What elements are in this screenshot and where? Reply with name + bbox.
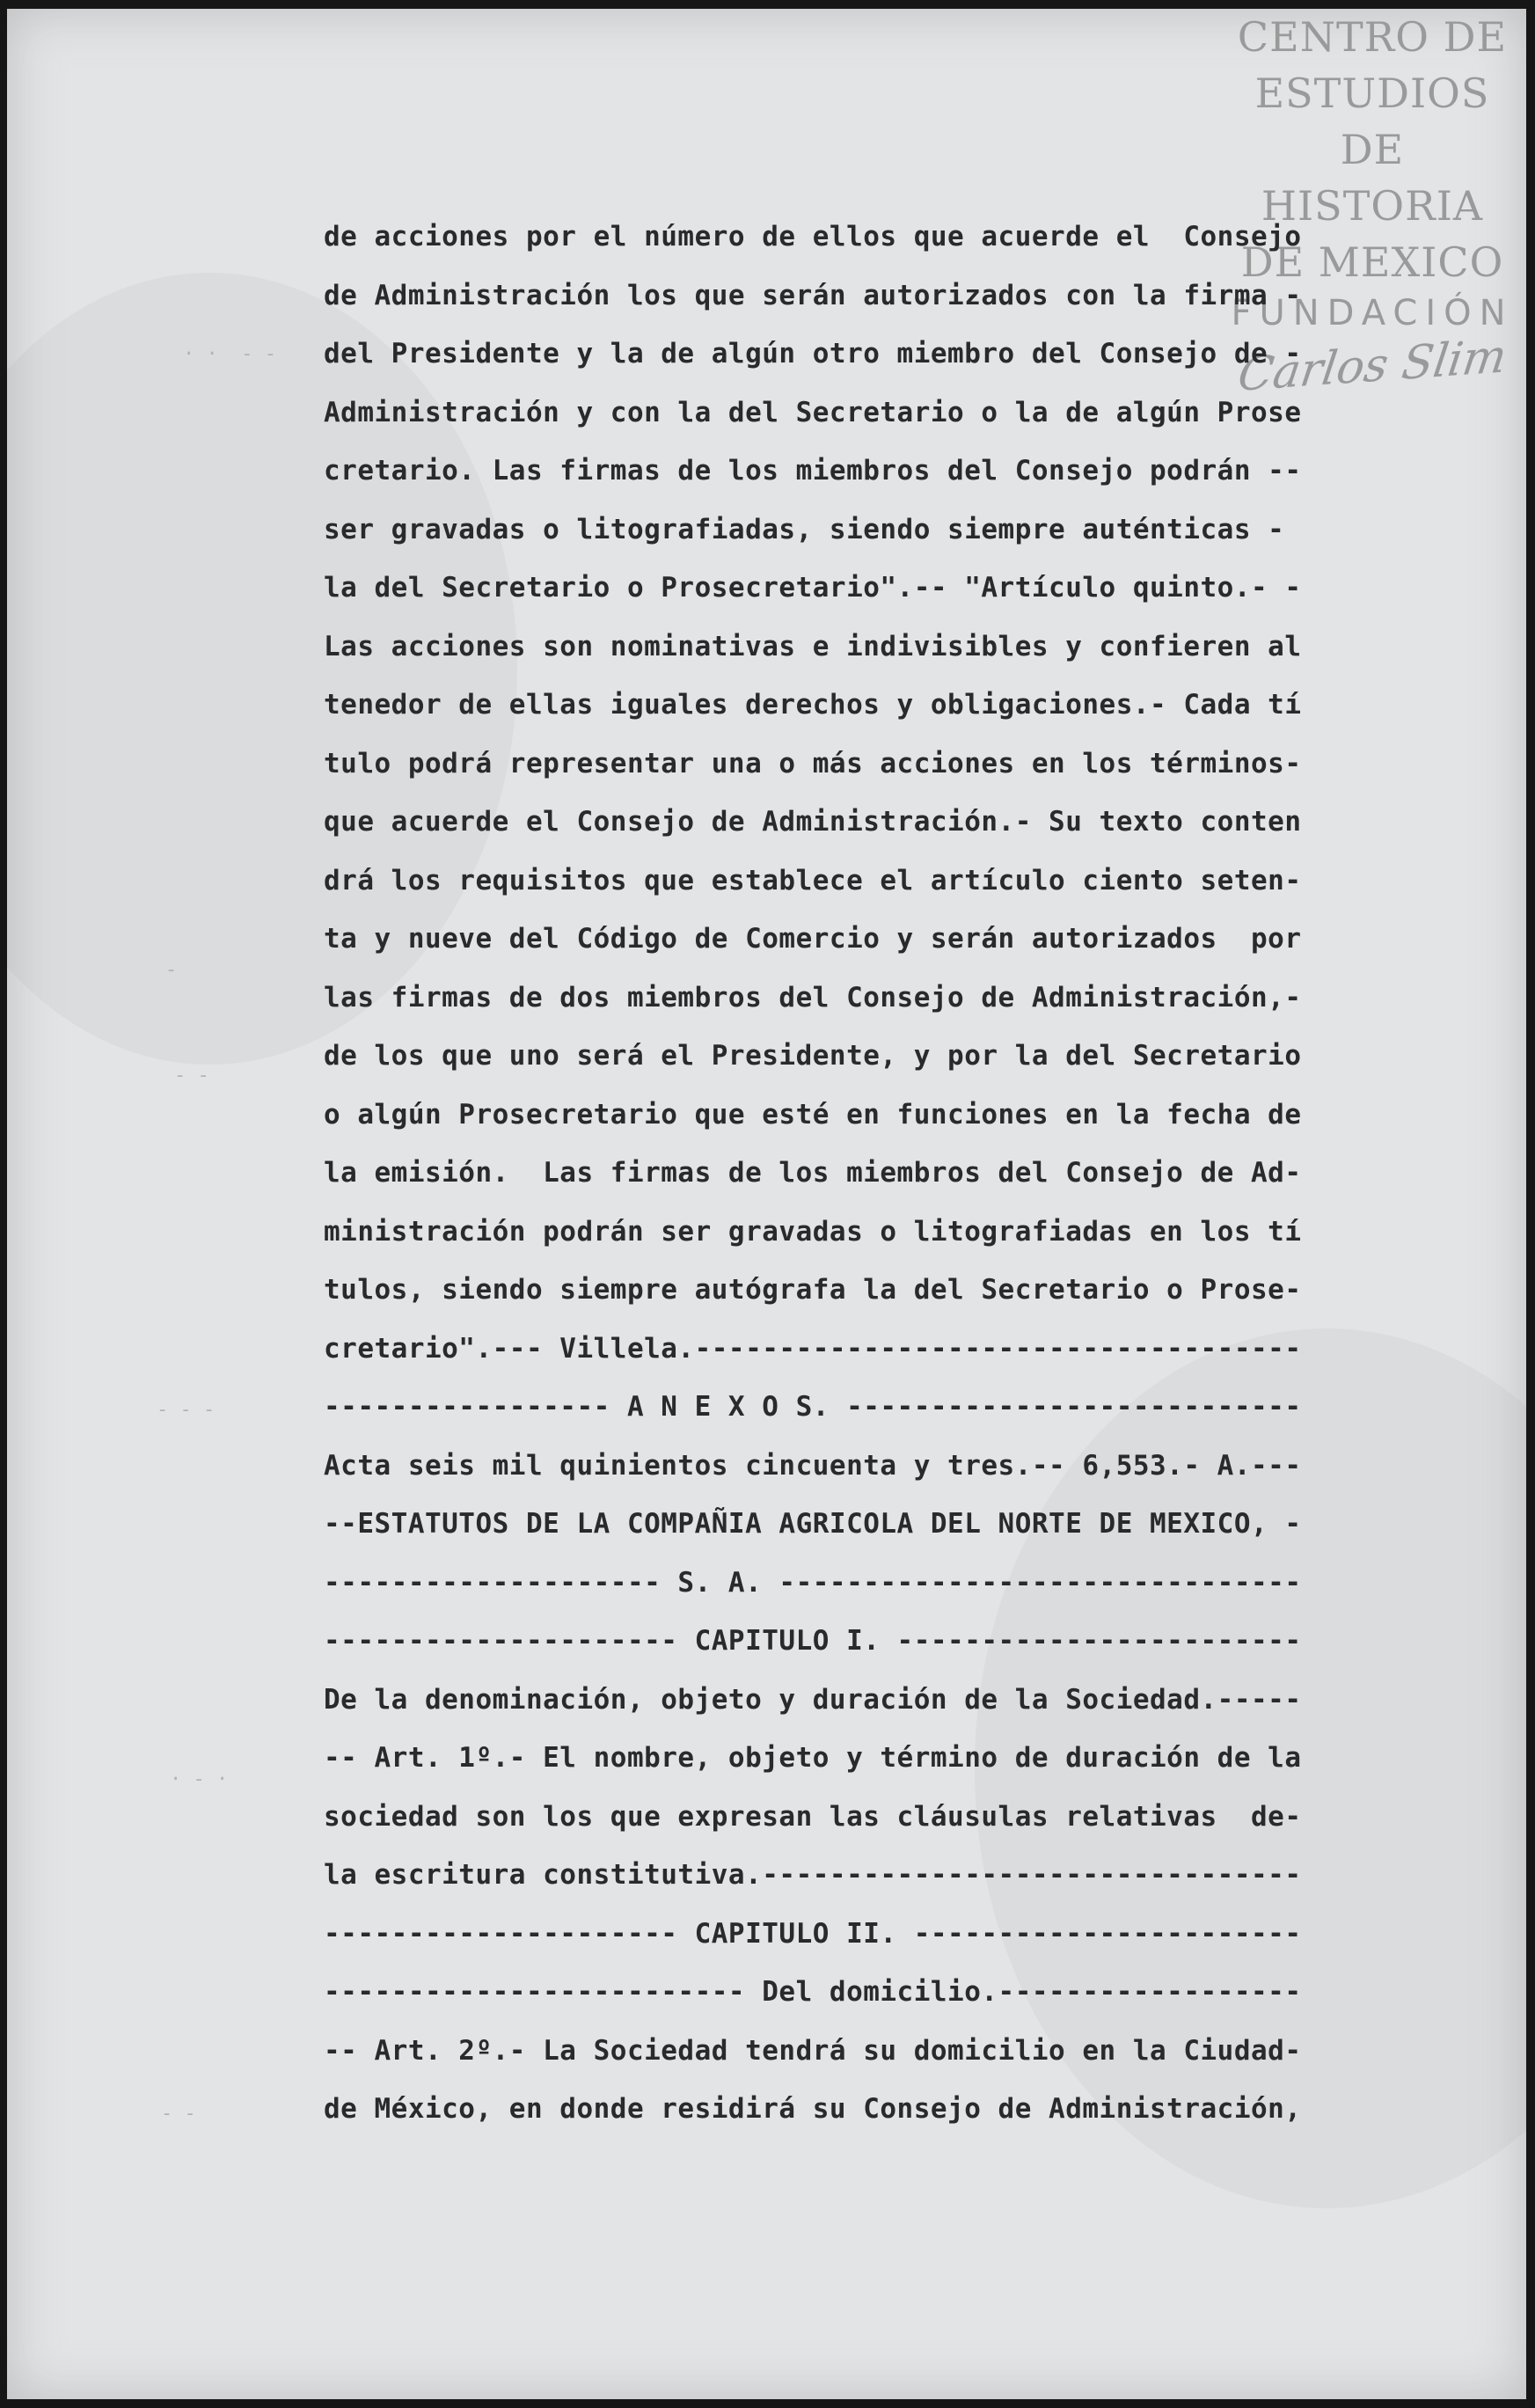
text-line: Acta seis mil quinientos cincuenta y tres.-- 6,553.- A.--- xyxy=(324,1449,1302,1482)
section-subheading: ------------------------- Del domicilio.------------------ xyxy=(324,1976,1302,2008)
text-line: de los que uno será el Presidente, y por la del Secretario xyxy=(324,1040,1302,1072)
watermark-line: DE HISTORIA xyxy=(1261,126,1484,230)
text-line: la emisión. Las firmas de los miembros del Consejo de Ad- xyxy=(324,1157,1302,1189)
text-line: de acciones por el número de ellos que acuerde el Consejo xyxy=(324,221,1302,253)
section-heading-anexos: ----------------- A N E X O S. --------------------------- xyxy=(324,1391,1302,1423)
text-line: Administración y con la del Secretario o la de algún Prose xyxy=(324,396,1302,428)
text-line: tulo podrá representar una o más acciones en los términos- xyxy=(324,747,1302,779)
watermark-foundation: FUNDACIÓN xyxy=(1231,293,1514,333)
text-line: Las acciones son nominativas e indivisibles y confieren al xyxy=(324,630,1302,662)
text-line: -- Art. 1º.- El nombre, objeto y término de duración de la xyxy=(324,1742,1302,1774)
text-line: o algún Prosecretario que esté en funciones en la fecha de xyxy=(324,1098,1302,1131)
text-line: la del Secretario o Prosecretario".-- "Artículo quinto.- - xyxy=(324,572,1302,604)
watermark-signature: Carlos Slim xyxy=(1234,329,1510,403)
typed-text-body xyxy=(324,208,1384,2139)
bleed-mark: · - · xyxy=(170,1768,229,1790)
bleed-mark: - - xyxy=(161,2103,196,2125)
text-line: tulos, siendo siempre autógrafa la del Secretario o Prose- xyxy=(324,1274,1302,1306)
text-line: cretario. Las firmas de los miembros del Consejo podrán -- xyxy=(324,455,1302,487)
bleed-mark: - xyxy=(165,959,178,981)
text-line: sociedad son los que expresan las cláusulas relativas de- xyxy=(324,1800,1302,1833)
text-line: que acuerde el Consejo de Administración.- Su texto conten xyxy=(324,806,1302,838)
text-line: de México, en donde residirá su Consejo de Administración, xyxy=(324,2093,1302,2125)
text-line: de Administración los que serán autorizados con la firma - xyxy=(324,279,1302,311)
chapter-heading: --------------------- CAPITULO I. ------------------------ xyxy=(324,1625,1302,1657)
text-line: del Presidente y la de algún otro miembro del Consejo de - xyxy=(324,338,1302,370)
bleed-mark: - - - xyxy=(157,1399,216,1421)
text-line: De la denominación, objeto y duración de la Sociedad.----- xyxy=(324,1683,1302,1716)
chapter-heading: --------------------- CAPITULO II. ----------------------- xyxy=(324,1917,1302,1950)
text-line: la escritura constitutiva.-------------------------------- xyxy=(324,1859,1302,1891)
text-line: ta y nueve del Código de Comercio y serán autorizados por xyxy=(324,923,1302,955)
bleed-mark: - - xyxy=(174,1065,209,1087)
statutes-title-suffix: -------------------- S. A. ------------------------------- xyxy=(324,1566,1302,1599)
text-line: -- Art. 2º.- La Sociedad tendrá su domicilio en la Ciudad- xyxy=(324,2034,1302,2067)
bleed-mark: · · - - xyxy=(183,343,276,365)
text-line: las firmas de dos miembros del Consejo de Administración,- xyxy=(324,981,1302,1014)
watermark-line: CENTRO DE xyxy=(1237,13,1508,61)
text-line: cretario".--- Villela.------------------------------------ xyxy=(324,1332,1302,1365)
text-line: drá los requisitos que establece el artículo ciento seten- xyxy=(324,864,1302,897)
text-line: ministración podrán ser gravadas o litografiadas en los tí xyxy=(324,1215,1302,1248)
text-line: ser gravadas o litografiadas, siendo siempre auténticas - xyxy=(324,513,1285,545)
watermark-line: DE MEXICO xyxy=(1240,238,1504,286)
document-page xyxy=(7,9,1526,2399)
statutes-title: --ESTATUTOS DE LA COMPAÑIA AGRICOLA DEL NORTE DE MEXICO, - xyxy=(324,1508,1302,1540)
text-line: tenedor de ellas iguales derechos y obligaciones.- Cada tí xyxy=(324,689,1302,721)
watermark-line: ESTUDIOS xyxy=(1254,70,1490,117)
